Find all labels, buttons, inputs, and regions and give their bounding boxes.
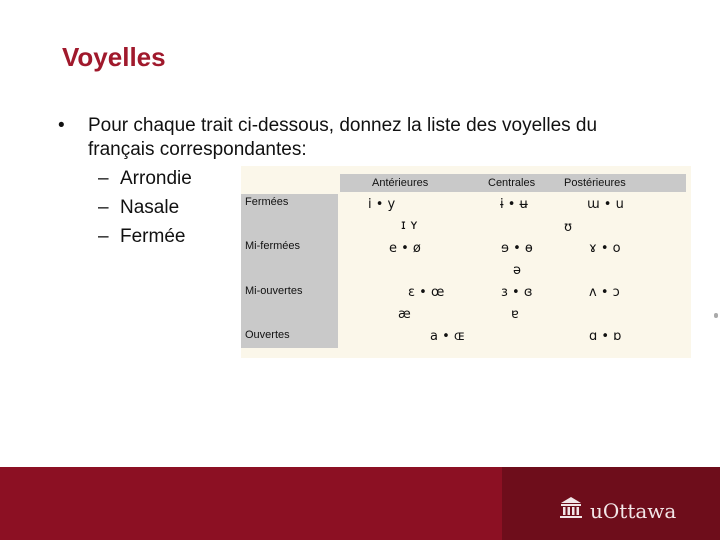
row-header-fermees: Fermées (245, 196, 289, 208)
vowel-chart-table (241, 166, 691, 358)
vowel-cell: ɤ • o (589, 241, 621, 256)
bullet-marker: • (58, 115, 65, 136)
logo-panel (502, 467, 720, 540)
vowel-cell: ɯ • u (587, 197, 624, 212)
vowel-cell: ɛ • œ (408, 285, 445, 300)
vowel-cell: e • ø (389, 241, 421, 256)
subitem-label: Nasale (120, 197, 180, 218)
subitem-dash: – (98, 197, 109, 218)
vowel-cell: ɨ • ʉ (500, 197, 528, 212)
vowel-cell: ɘ • ɵ (501, 241, 533, 256)
vowel-cell: a • ɶ (430, 329, 466, 344)
vowel-cell: æ (398, 307, 411, 322)
subitem-label: Arrondie (120, 168, 192, 189)
bullet-item (58, 114, 658, 162)
vowel-cell: ʊ (564, 220, 573, 235)
row-header-ouvertes: Ouvertes (245, 329, 290, 341)
edge-mark (714, 313, 718, 318)
subitem-label: Fermée (120, 226, 186, 247)
row-header-mi-fermees: Mi-fermées (245, 240, 301, 252)
uottawa-logo-text: uOttawa (590, 499, 677, 523)
row-header-mi-ouvertes: Mi-ouvertes (245, 285, 303, 297)
vowel-cell: ɜ • ɞ (501, 285, 533, 300)
vowel-cell: ə (513, 263, 521, 278)
vowel-cell: ɑ • ɒ (589, 329, 622, 344)
col-header-centrales: Centrales (488, 177, 536, 189)
subitem-dash: – (98, 226, 109, 247)
slide-title: Voyelles (62, 42, 166, 72)
col-header-anterieures: Antérieures (372, 177, 429, 189)
bullet-text-line2: français correspondantes: (88, 139, 307, 160)
uottawa-building-icon (558, 495, 584, 519)
bullet-text (88, 114, 597, 162)
subitem-dash: – (98, 168, 109, 189)
vowel-cell: ɪ ʏ (401, 218, 418, 233)
bullet-text-line1: Pour chaque trait ci-dessous, donnez la liste des voyelles du (88, 115, 598, 136)
vowel-cell: ʌ • ɔ (589, 285, 620, 300)
vowel-cell: ɐ (511, 307, 519, 322)
vowel-cell: i • y (368, 197, 396, 212)
footer-bar (0, 467, 720, 540)
col-header-posterieures: Postérieures (564, 177, 626, 189)
row-header-band (241, 194, 338, 348)
